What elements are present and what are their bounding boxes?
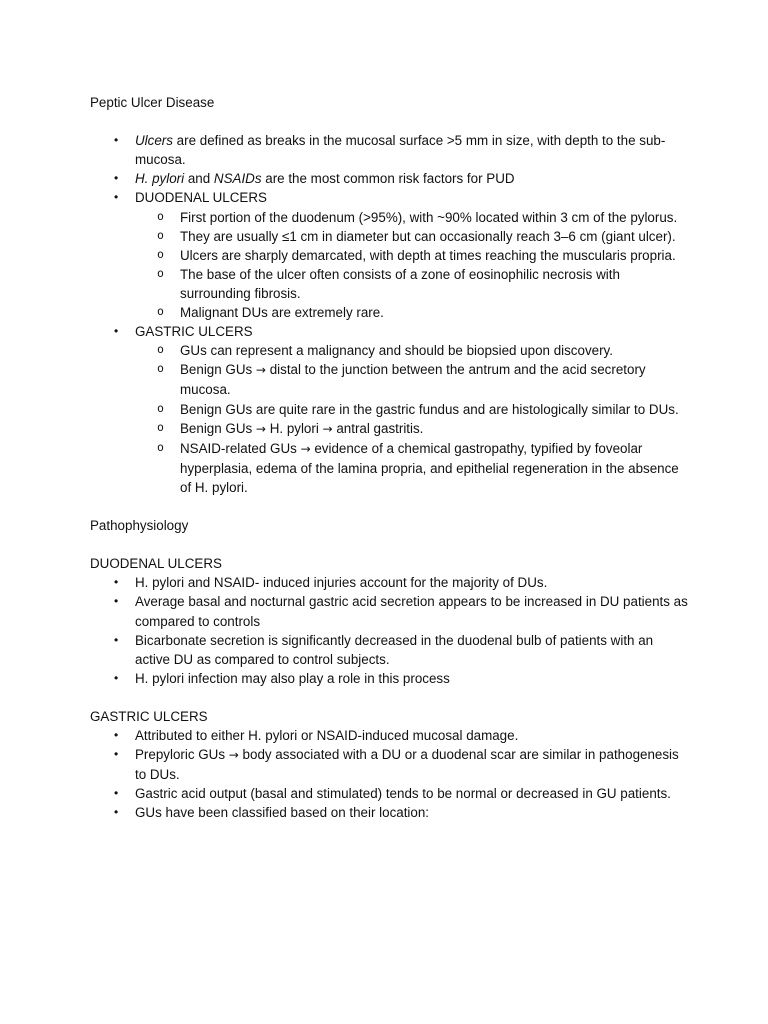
item-text: NSAID-related GUs <box>180 440 301 456</box>
item-text: Attributed to either H. pylori or NSAID-induced mucosal damage. <box>135 728 519 744</box>
document-title: Peptic Ulcer Disease <box>90 95 215 110</box>
item-text: Prepyloric GUs <box>135 747 229 763</box>
emphasis-text: H. pylori <box>135 171 185 187</box>
list-item-duodenal-ulcers <box>90 188 690 322</box>
arrow-right-icon: → <box>322 421 333 436</box>
item-text: GUs can represent a malignancy and should be biopsied upon discovery. <box>180 343 613 359</box>
item-text: Benign GUs are quite rare in the gastric fundus and are histologically similar to DUs. <box>180 401 679 417</box>
subsection-title-duodenal: DUODENAL ULCERS <box>90 556 222 572</box>
sub-bullet-icon: o <box>157 361 164 376</box>
item-text: Malignant DUs are extremely rare. <box>180 305 384 321</box>
arrow-right-icon: → <box>300 441 311 456</box>
arrow-right-icon: → <box>255 421 266 436</box>
sublist-item <box>134 360 690 399</box>
item-text: H. pylori <box>265 420 323 436</box>
item-text: Benign GUs <box>180 362 256 378</box>
item-text: and <box>184 171 214 187</box>
sub-bullet-icon: o <box>157 439 164 454</box>
sub-bullet-icon: o <box>157 304 164 319</box>
sublist-item <box>134 208 690 227</box>
bullet-icon: • <box>114 786 119 801</box>
sub-bullet-icon: o <box>157 342 164 357</box>
sublist-item <box>134 341 690 360</box>
sublist-item <box>134 400 690 419</box>
list-item <box>90 745 690 784</box>
item-text: antral gastritis. <box>332 420 424 436</box>
sub-bullet-icon: o <box>157 246 164 261</box>
item-text: evidence of a chemical gastropathy, typified by foveolar hyperplasia, edema of the lamina propria, and epithelial regeneration in the absence of H. pylori. <box>180 440 679 495</box>
item-text: Ulcers are sharply demarcated, with depth at times reaching the muscularis propria. <box>180 247 676 263</box>
item-text: distal to the junction between the antrum and the acid secretory mucosa. <box>180 362 646 398</box>
bullet-icon: • <box>114 190 119 205</box>
bullet-icon: • <box>114 670 119 685</box>
item-text: H. pylori and NSAID- induced injuries account for the majority of DUs. <box>135 575 548 591</box>
list-item <box>90 803 690 822</box>
bullet-icon: • <box>114 728 119 743</box>
sublist-item <box>134 303 690 322</box>
item-text: are defined as breaks in the mucosal surface >5 mm in size, with depth to the sub- mucosa. <box>135 133 666 168</box>
spacer <box>90 688 690 707</box>
bullet-icon: • <box>114 575 119 590</box>
list-item <box>90 669 690 688</box>
item-text: Bicarbonate secretion is significantly decreased in the duodenal bulb of patients with an active DU as compared to control subjects. <box>135 632 654 667</box>
spacer <box>90 497 690 516</box>
item-text: First portion of the duodenum (>95%), with ~90% located within 3 cm of the pylorus. <box>180 209 678 225</box>
spacer <box>90 112 690 131</box>
bullet-icon: • <box>114 805 119 820</box>
list-item <box>90 131 690 169</box>
item-text: Average basal and nocturnal gastric acid secretion appears to be increased in DU patients as compared to controls <box>135 594 688 629</box>
sublist-item <box>134 227 690 246</box>
duodenal-sublist <box>134 208 690 323</box>
item-text: GUs have been classified based on their location: <box>135 805 430 821</box>
sublist-item <box>134 439 690 497</box>
emphasis-text: NSAIDs <box>213 171 262 187</box>
sub-bullet-icon: o <box>157 208 164 223</box>
sublist-item <box>134 246 690 265</box>
arrow-right-icon: → <box>228 748 239 763</box>
spacer <box>90 535 690 554</box>
bullet-icon: • <box>114 171 119 186</box>
patho-gastric-list <box>90 726 690 822</box>
arrow-right-icon: → <box>255 363 266 378</box>
sublist-item <box>134 419 690 439</box>
gastric-sublist <box>134 341 690 497</box>
item-text: are the most common risk factors for PUD <box>261 171 515 187</box>
item-text: H. pylori infection may also play a role in this process <box>135 670 450 686</box>
patho-duodenal-list <box>90 573 690 688</box>
list-item <box>90 169 690 188</box>
bullet-icon: • <box>114 632 119 647</box>
list-item <box>90 573 690 592</box>
item-text: The base of the ulcer often consists of a zone of eosinophilic necrosis with surrounding fibrosis. <box>180 266 620 301</box>
sub-bullet-icon: o <box>157 400 164 415</box>
emphasis-text: Ulcers <box>135 133 173 149</box>
sub-bullet-icon: o <box>157 227 164 242</box>
bullet-icon: • <box>114 324 119 339</box>
bullet-icon: • <box>114 133 119 148</box>
sub-bullet-icon: o <box>157 419 164 434</box>
bullet-icon: • <box>114 747 119 762</box>
list-item <box>90 726 690 745</box>
list-item-gastric-ulcers <box>90 322 690 497</box>
section-label: GASTRIC ULCERS <box>135 324 253 340</box>
item-text: They are usually ≤1 cm in diameter but can occasionally reach 3–6 cm (giant ulcer). <box>180 228 676 244</box>
subsection-title-gastric: GASTRIC ULCERS <box>90 709 208 724</box>
document-page <box>90 93 690 823</box>
section-title-pathophysiology: Pathophysiology <box>90 518 189 534</box>
list-item <box>90 784 690 803</box>
overview-list <box>90 131 690 497</box>
section-label: DUODENAL ULCERS <box>135 190 267 206</box>
item-text: Gastric acid output (basal and stimulated) tends to be normal or decreased in GU patients. <box>135 786 671 802</box>
sub-bullet-icon: o <box>157 265 164 280</box>
item-text: Benign GUs <box>180 420 256 436</box>
bullet-icon: • <box>114 594 119 609</box>
list-item <box>90 631 690 669</box>
list-item <box>90 592 690 630</box>
item-text: body associated with a DU or a duodenal scar are similar in pathogenesis to DUs. <box>135 747 679 783</box>
sublist-item <box>134 265 690 303</box>
